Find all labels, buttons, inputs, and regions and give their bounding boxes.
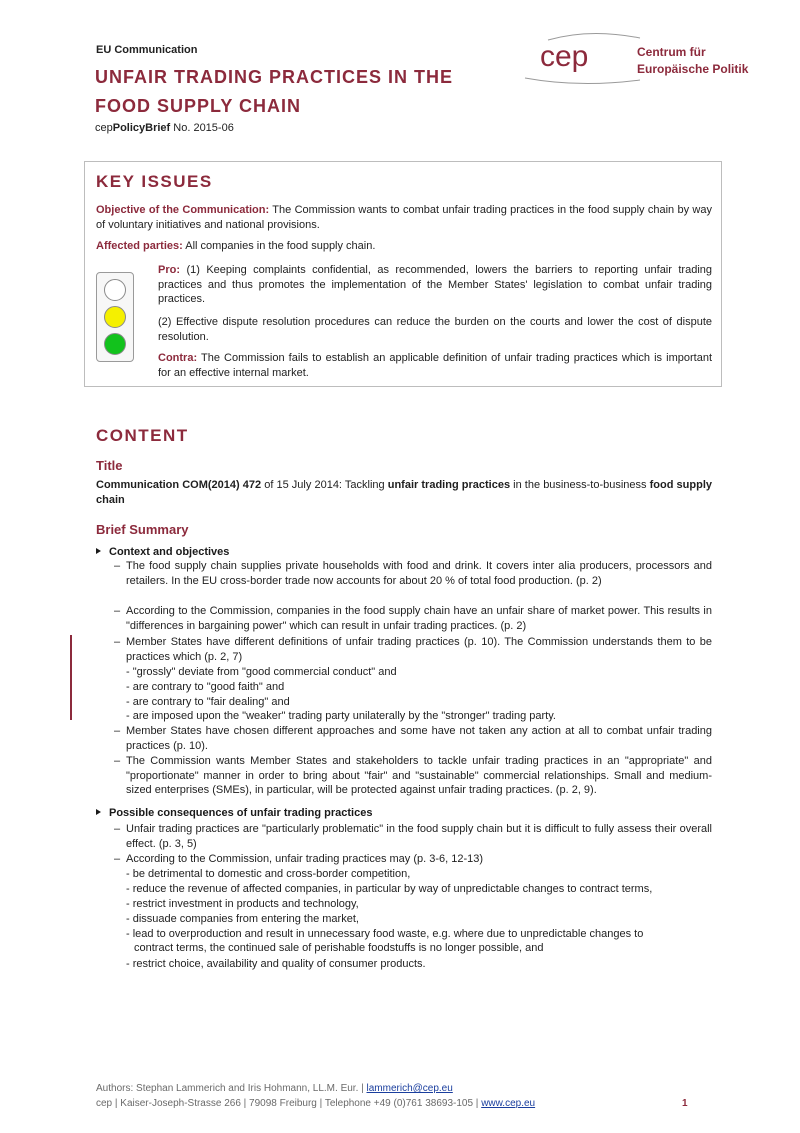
bullet-arrow-icon — [96, 548, 101, 554]
page-title — [95, 63, 515, 121]
traffic-light-white-lamp — [104, 279, 126, 301]
list-item: – The Commission wants Member States and stakeholders to tackle unfair trading practices in an "appropriate" and "proportionate" manner in order to bring about "fair" and "sustainable" commercial relationships. Small and medium-sized enterprises (SMEs), in particular, will be protected against unfair trading practices. (p. 2, 9). — [114, 755, 712, 796]
sub-item: - dissuade companies from entering the market, — [126, 913, 359, 925]
objective-paragraph: Objective of the Communication: The Commission wants to combat unfair trading practices in the food supply chain by way of voluntary initiatives and national provisions. — [96, 204, 712, 231]
list-item: – According to the Commission, companies in the food supply chain have an unfair share of market power. This results in "differences in bargaining power" which can result in unfair trading practices. (p. 2) — [114, 605, 712, 632]
traffic-light-green-lamp — [104, 333, 126, 355]
affected-parties-paragraph: Affected parties: All companies in the food supply chain. — [96, 240, 376, 252]
page-title-line1: UNFAIR TRADING PRACTICES IN THE — [95, 67, 454, 87]
communication-title: Communication COM(2014) 472 of 15 July 2014: Tackling unfair trading practices in the business-to-business food supply chain — [96, 479, 712, 506]
sub-item: - restrict investment in products and technology, — [126, 898, 359, 910]
cep-logo-mark: cep — [540, 40, 589, 73]
list-item: – Unfair trading practices are "particularly problematic" in the food supply chain but it is difficult to fully assess their overall effect. (p. 3, 5) — [114, 823, 712, 850]
website-link[interactable]: www.cep.eu — [481, 1098, 536, 1109]
sub-item: - are contrary to "fair dealing" and — [126, 696, 290, 708]
list-item: – According to the Commission, unfair trading practices may (p. 3-6, 12-13) — [114, 853, 484, 865]
sub-item-continued: contract terms, the continued sale of perishable foodstuffs is no longer possible, and — [134, 942, 544, 954]
traffic-light-icon — [96, 272, 134, 362]
section-context-heading: Context and objectives — [96, 546, 229, 558]
bullet-arrow-icon — [96, 809, 101, 815]
list-item: – Member States have different definitions of unfair trading practices (p. 10). The Commission understands them to be practices which (p. 2, 7) — [114, 636, 712, 663]
sub-item: - are imposed upon the "weaker" trading party unilaterally by the "stronger" trading party. — [126, 710, 556, 722]
key-issues-heading: KEY ISSUES — [96, 172, 213, 191]
footer-address: cep | Kaiser-Joseph-Strasse 266 | 79098 Freiburg | Telephone +49 (0)761 38693-105 | www.cep.eu — [96, 1098, 536, 1109]
list-item: – The food supply chain supplies private households with food and drink. It covers inter alia producers, processors and retailers. In the EU cross-border trade now accounts for about 20 % of total food production. (p. 2) — [114, 560, 712, 587]
page-number: 1 — [682, 1098, 688, 1109]
margin-marker — [70, 635, 72, 720]
footer-authors: Authors: Stephan Lammerich and Iris Hohmann, LL.M. Eur. | lammerich@cep.eu — [96, 1083, 453, 1094]
document-type: EU Communication — [96, 44, 198, 56]
sub-item: - are contrary to "good faith" and — [126, 681, 285, 693]
policy-brief-number: cepPolicyBrief No. 2015-06 — [95, 122, 234, 134]
section-consequences-heading: Possible consequences of unfair trading practices — [96, 807, 372, 819]
pro-paragraph-2: (2) Effective dispute resolution procedures can reduce the burden on the courts and lower the cost of dispute resolution. — [158, 316, 712, 343]
sub-item: - be detrimental to domestic and cross-border competition, — [126, 868, 411, 880]
traffic-light-yellow-lamp — [104, 306, 126, 328]
cep-logo-text: Centrum für Europäische Politik — [637, 45, 749, 76]
contra-paragraph: Contra: The Commission fails to establish an applicable definition of unfair trading practices which is important for an effective internal market. — [158, 352, 712, 379]
sub-item: - lead to overproduction and result in unnecessary food waste, e.g. where due to unpredictable changes to — [126, 928, 644, 940]
title-heading: Title — [96, 458, 123, 473]
pro-paragraph-1: Pro: (1) Keeping complaints confidential, as recommended, lowers the barriers to reporting unfair trading practices and thus promotes the implementation of the Member States' legislation to combat unfair trading practices. — [158, 264, 712, 305]
author-email-link[interactable]: lammerich@cep.eu — [366, 1083, 453, 1094]
sub-item: - "grossly" deviate from "good commercial conduct" and — [126, 666, 397, 678]
content-heading: CONTENT — [96, 426, 189, 445]
list-item: – Member States have chosen different approaches and some have not taken any action at all to combat unfair trading practices (p. 10). — [114, 725, 712, 752]
sub-item: - reduce the revenue of affected companies, in particular by way of unpredictable changes to contract terms, — [126, 883, 653, 895]
brief-summary-heading: Brief Summary — [96, 522, 189, 537]
page-title-line2: FOOD SUPPLY CHAIN — [95, 96, 302, 116]
sub-item: - restrict choice, availability and quality of consumer products. — [126, 958, 426, 970]
